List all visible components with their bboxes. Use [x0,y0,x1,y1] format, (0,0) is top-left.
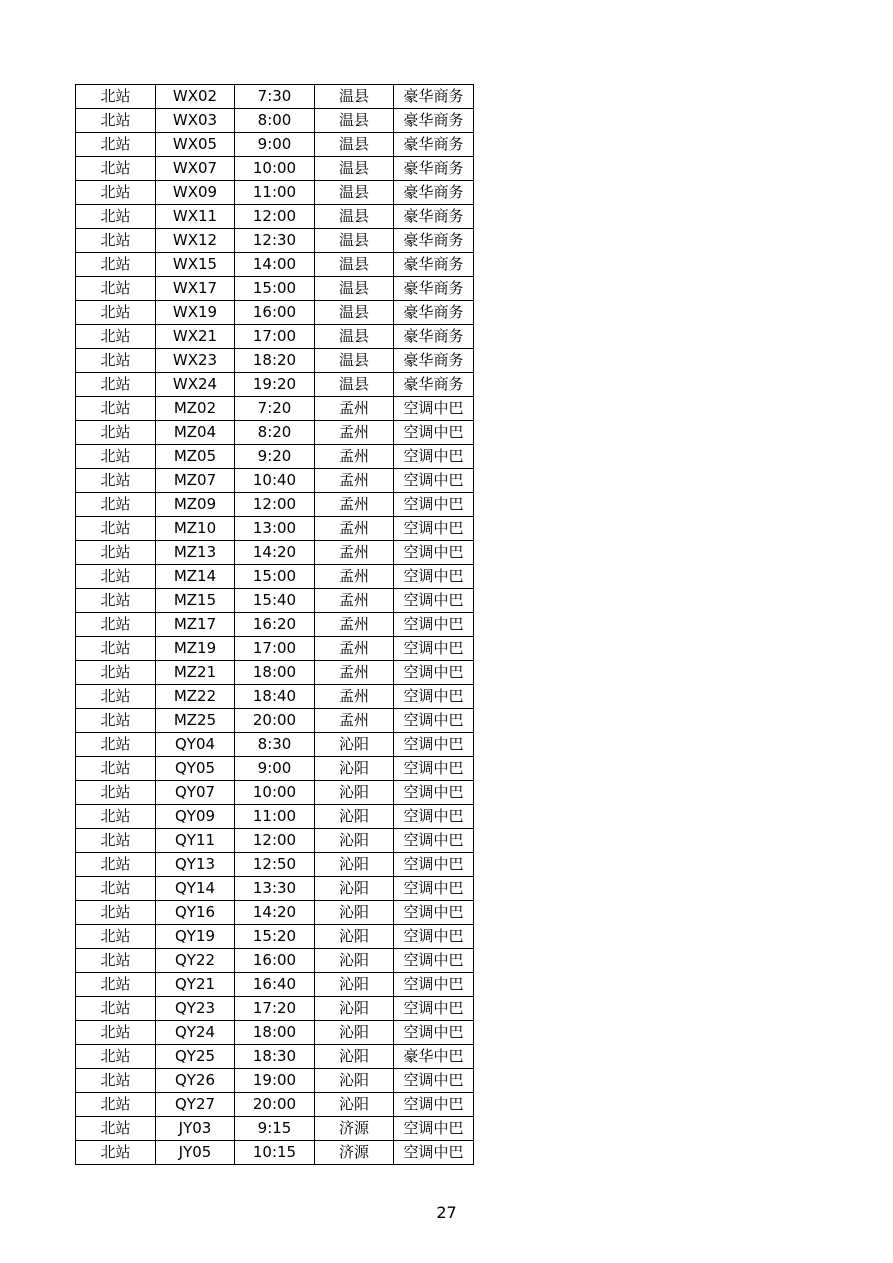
table-row [76,973,474,997]
destination-cell: 温县 [315,133,394,157]
destination-cell: 沁阳 [315,997,394,1021]
vehicle-type-cell: 空调中巴 [394,901,474,925]
table-row [76,949,474,973]
table-row [76,997,474,1021]
vehicle-type-cell: 豪华商务 [394,157,474,181]
departure-time-cell: 14:20 [235,901,315,925]
departure-time-cell: 12:00 [235,829,315,853]
table-row [76,157,474,181]
destination-cell: 沁阳 [315,853,394,877]
table-row [76,1117,474,1141]
vehicle-type-cell: 空调中巴 [394,637,474,661]
destination-cell: 孟州 [315,469,394,493]
vehicle-type-cell: 空调中巴 [394,1093,474,1117]
table-row [76,733,474,757]
departure-time-cell: 18:20 [235,349,315,373]
vehicle-type-cell: 空调中巴 [394,1069,474,1093]
destination-cell: 孟州 [315,613,394,637]
station-cell: 北站 [76,205,156,229]
route-code-cell: MZ10 [156,517,235,541]
table-row [76,205,474,229]
destination-cell: 孟州 [315,709,394,733]
table-row [76,1141,474,1165]
route-code-cell: WX23 [156,349,235,373]
vehicle-type-cell: 空调中巴 [394,997,474,1021]
table-row [76,541,474,565]
route-code-cell: QY26 [156,1069,235,1093]
vehicle-type-cell: 豪华商务 [394,205,474,229]
destination-cell: 沁阳 [315,1021,394,1045]
departure-time-cell: 8:00 [235,109,315,133]
table-row [76,277,474,301]
vehicle-type-cell: 空调中巴 [394,421,474,445]
station-cell: 北站 [76,181,156,205]
route-code-cell: MZ09 [156,493,235,517]
route-code-cell: QY11 [156,829,235,853]
station-cell: 北站 [76,1093,156,1117]
departure-time-cell: 15:20 [235,925,315,949]
table-row [76,853,474,877]
vehicle-type-cell: 空调中巴 [394,709,474,733]
departure-time-cell: 10:15 [235,1141,315,1165]
destination-cell: 孟州 [315,637,394,661]
station-cell: 北站 [76,877,156,901]
departure-time-cell: 7:20 [235,397,315,421]
departure-time-cell: 9:20 [235,445,315,469]
destination-cell: 沁阳 [315,1093,394,1117]
station-cell: 北站 [76,325,156,349]
station-cell: 北站 [76,853,156,877]
destination-cell: 孟州 [315,493,394,517]
destination-cell: 温县 [315,373,394,397]
departure-time-cell: 20:00 [235,709,315,733]
destination-cell: 温县 [315,301,394,325]
departure-time-cell: 18:30 [235,1045,315,1069]
departure-time-cell: 14:00 [235,253,315,277]
table-row [76,685,474,709]
route-code-cell: WX12 [156,229,235,253]
table-row [76,901,474,925]
station-cell: 北站 [76,541,156,565]
destination-cell: 温县 [315,349,394,373]
route-code-cell: QY09 [156,805,235,829]
station-cell: 北站 [76,1045,156,1069]
route-code-cell: WX02 [156,85,235,109]
vehicle-type-cell: 豪华商务 [394,301,474,325]
route-code-cell: QY22 [156,949,235,973]
departure-time-cell: 16:00 [235,301,315,325]
departure-time-cell: 13:00 [235,517,315,541]
station-cell: 北站 [76,493,156,517]
route-code-cell: QY21 [156,973,235,997]
destination-cell: 温县 [315,157,394,181]
vehicle-type-cell: 豪华商务 [394,181,474,205]
station-cell: 北站 [76,445,156,469]
route-code-cell: QY25 [156,1045,235,1069]
station-cell: 北站 [76,397,156,421]
destination-cell: 沁阳 [315,829,394,853]
station-cell: 北站 [76,733,156,757]
table-row [76,469,474,493]
route-code-cell: QY14 [156,877,235,901]
route-code-cell: QY27 [156,1093,235,1117]
destination-cell: 沁阳 [315,1069,394,1093]
station-cell: 北站 [76,517,156,541]
route-code-cell: JY03 [156,1117,235,1141]
destination-cell: 沁阳 [315,757,394,781]
station-cell: 北站 [76,925,156,949]
vehicle-type-cell: 豪华商务 [394,253,474,277]
vehicle-type-cell: 空调中巴 [394,565,474,589]
destination-cell: 孟州 [315,517,394,541]
departure-time-cell: 20:00 [235,1093,315,1117]
route-code-cell: WX15 [156,253,235,277]
table-row [76,397,474,421]
station-cell: 北站 [76,157,156,181]
table-row [76,829,474,853]
route-code-cell: JY05 [156,1141,235,1165]
station-cell: 北站 [76,349,156,373]
route-code-cell: QY24 [156,1021,235,1045]
departure-time-cell: 12:30 [235,229,315,253]
destination-cell: 温县 [315,85,394,109]
departure-time-cell: 15:40 [235,589,315,613]
destination-cell: 沁阳 [315,973,394,997]
table-row [76,445,474,469]
departure-time-cell: 15:00 [235,565,315,589]
schedule-table-body [76,85,474,1165]
departure-time-cell: 18:00 [235,1021,315,1045]
vehicle-type-cell: 空调中巴 [394,517,474,541]
station-cell: 北站 [76,709,156,733]
route-code-cell: QY04 [156,733,235,757]
departure-time-cell: 8:20 [235,421,315,445]
station-cell: 北站 [76,229,156,253]
destination-cell: 沁阳 [315,925,394,949]
destination-cell: 温县 [315,109,394,133]
departure-time-cell: 8:30 [235,733,315,757]
vehicle-type-cell: 豪华商务 [394,109,474,133]
vehicle-type-cell: 空调中巴 [394,661,474,685]
route-code-cell: QY07 [156,781,235,805]
departure-time-cell: 17:00 [235,637,315,661]
vehicle-type-cell: 豪华商务 [394,229,474,253]
vehicle-type-cell: 空调中巴 [394,445,474,469]
departure-time-cell: 15:00 [235,277,315,301]
vehicle-type-cell: 豪华商务 [394,373,474,397]
vehicle-type-cell: 豪华商务 [394,277,474,301]
destination-cell: 温县 [315,277,394,301]
vehicle-type-cell: 空调中巴 [394,973,474,997]
vehicle-type-cell: 空调中巴 [394,397,474,421]
route-code-cell: WX09 [156,181,235,205]
vehicle-type-cell: 空调中巴 [394,613,474,637]
station-cell: 北站 [76,277,156,301]
route-code-cell: MZ19 [156,637,235,661]
vehicle-type-cell: 空调中巴 [394,1141,474,1165]
table-row [76,925,474,949]
destination-cell: 孟州 [315,589,394,613]
destination-cell: 沁阳 [315,1045,394,1069]
destination-cell: 沁阳 [315,949,394,973]
departure-time-cell: 14:20 [235,541,315,565]
departure-time-cell: 17:00 [235,325,315,349]
table-row [76,757,474,781]
vehicle-type-cell: 豪华商务 [394,133,474,157]
vehicle-type-cell: 豪华商务 [394,325,474,349]
destination-cell: 孟州 [315,541,394,565]
vehicle-type-cell: 空调中巴 [394,685,474,709]
table-row [76,709,474,733]
table-row [76,613,474,637]
vehicle-type-cell: 豪华商务 [394,85,474,109]
route-code-cell: WX17 [156,277,235,301]
departure-time-cell: 18:40 [235,685,315,709]
destination-cell: 温县 [315,205,394,229]
departure-time-cell: 9:00 [235,757,315,781]
table-row [76,589,474,613]
destination-cell: 济源 [315,1141,394,1165]
table-row [76,1093,474,1117]
station-cell: 北站 [76,949,156,973]
destination-cell: 温县 [315,229,394,253]
route-code-cell: MZ21 [156,661,235,685]
station-cell: 北站 [76,997,156,1021]
vehicle-type-cell: 豪华中巴 [394,1045,474,1069]
departure-time-cell: 16:00 [235,949,315,973]
destination-cell: 孟州 [315,565,394,589]
table-row [76,253,474,277]
departure-time-cell: 10:00 [235,781,315,805]
departure-time-cell: 9:15 [235,1117,315,1141]
route-code-cell: MZ17 [156,613,235,637]
vehicle-type-cell: 空调中巴 [394,805,474,829]
table-row [76,517,474,541]
station-cell: 北站 [76,589,156,613]
table-row [76,85,474,109]
table-row [76,181,474,205]
table-row [76,1021,474,1045]
destination-cell: 孟州 [315,445,394,469]
route-code-cell: QY19 [156,925,235,949]
destination-cell: 温县 [315,181,394,205]
route-code-cell: WX24 [156,373,235,397]
route-code-cell: MZ04 [156,421,235,445]
station-cell: 北站 [76,1069,156,1093]
departure-time-cell: 18:00 [235,661,315,685]
destination-cell: 孟州 [315,685,394,709]
departure-time-cell: 9:00 [235,133,315,157]
route-code-cell: MZ02 [156,397,235,421]
table-row [76,493,474,517]
route-code-cell: WX19 [156,301,235,325]
bus-schedule-table [75,84,474,1165]
destination-cell: 沁阳 [315,733,394,757]
route-code-cell: WX03 [156,109,235,133]
departure-time-cell: 12:50 [235,853,315,877]
vehicle-type-cell: 空调中巴 [394,733,474,757]
vehicle-type-cell: 空调中巴 [394,493,474,517]
departure-time-cell: 12:00 [235,205,315,229]
table-row [76,565,474,589]
route-code-cell: QY23 [156,997,235,1021]
vehicle-type-cell: 空调中巴 [394,853,474,877]
destination-cell: 孟州 [315,397,394,421]
station-cell: 北站 [76,469,156,493]
table-row [76,109,474,133]
station-cell: 北站 [76,1141,156,1165]
departure-time-cell: 10:00 [235,157,315,181]
route-code-cell: MZ14 [156,565,235,589]
station-cell: 北站 [76,685,156,709]
station-cell: 北站 [76,253,156,277]
destination-cell: 温县 [315,253,394,277]
departure-time-cell: 12:00 [235,493,315,517]
route-code-cell: QY05 [156,757,235,781]
table-row [76,349,474,373]
station-cell: 北站 [76,109,156,133]
vehicle-type-cell: 空调中巴 [394,589,474,613]
station-cell: 北站 [76,421,156,445]
departure-time-cell: 16:20 [235,613,315,637]
station-cell: 北站 [76,373,156,397]
station-cell: 北站 [76,661,156,685]
route-code-cell: WX11 [156,205,235,229]
table-row [76,421,474,445]
route-code-cell: MZ13 [156,541,235,565]
table-row [76,781,474,805]
departure-time-cell: 11:00 [235,181,315,205]
vehicle-type-cell: 空调中巴 [394,949,474,973]
route-code-cell: WX05 [156,133,235,157]
vehicle-type-cell: 空调中巴 [394,925,474,949]
route-code-cell: MZ05 [156,445,235,469]
table-row [76,1045,474,1069]
departure-time-cell: 7:30 [235,85,315,109]
table-row [76,229,474,253]
table-row [76,373,474,397]
route-code-cell: MZ22 [156,685,235,709]
table-row [76,877,474,901]
station-cell: 北站 [76,565,156,589]
destination-cell: 孟州 [315,661,394,685]
vehicle-type-cell: 空调中巴 [394,781,474,805]
vehicle-type-cell: 空调中巴 [394,469,474,493]
station-cell: 北站 [76,973,156,997]
departure-time-cell: 11:00 [235,805,315,829]
station-cell: 北站 [76,613,156,637]
vehicle-type-cell: 空调中巴 [394,877,474,901]
vehicle-type-cell: 空调中巴 [394,829,474,853]
departure-time-cell: 17:20 [235,997,315,1021]
route-code-cell: WX21 [156,325,235,349]
departure-time-cell: 10:40 [235,469,315,493]
departure-time-cell: 16:40 [235,973,315,997]
destination-cell: 沁阳 [315,877,394,901]
route-code-cell: MZ25 [156,709,235,733]
station-cell: 北站 [76,805,156,829]
page-number: 27 [436,1203,457,1222]
station-cell: 北站 [76,637,156,661]
destination-cell: 济源 [315,1117,394,1141]
station-cell: 北站 [76,1021,156,1045]
table-row [76,1069,474,1093]
destination-cell: 沁阳 [315,901,394,925]
departure-time-cell: 19:20 [235,373,315,397]
route-code-cell: MZ15 [156,589,235,613]
table-row [76,661,474,685]
route-code-cell: MZ07 [156,469,235,493]
vehicle-type-cell: 空调中巴 [394,1117,474,1141]
station-cell: 北站 [76,781,156,805]
departure-time-cell: 13:30 [235,877,315,901]
station-cell: 北站 [76,757,156,781]
station-cell: 北站 [76,829,156,853]
destination-cell: 沁阳 [315,781,394,805]
route-code-cell: QY16 [156,901,235,925]
station-cell: 北站 [76,901,156,925]
table-row [76,325,474,349]
station-cell: 北站 [76,301,156,325]
vehicle-type-cell: 空调中巴 [394,1021,474,1045]
station-cell: 北站 [76,133,156,157]
destination-cell: 温县 [315,325,394,349]
station-cell: 北站 [76,85,156,109]
vehicle-type-cell: 豪华商务 [394,349,474,373]
station-cell: 北站 [76,1117,156,1141]
table-row [76,805,474,829]
vehicle-type-cell: 空调中巴 [394,757,474,781]
destination-cell: 沁阳 [315,805,394,829]
table-row [76,301,474,325]
departure-time-cell: 19:00 [235,1069,315,1093]
table-row [76,637,474,661]
route-code-cell: WX07 [156,157,235,181]
destination-cell: 孟州 [315,421,394,445]
vehicle-type-cell: 空调中巴 [394,541,474,565]
route-code-cell: QY13 [156,853,235,877]
table-row [76,133,474,157]
